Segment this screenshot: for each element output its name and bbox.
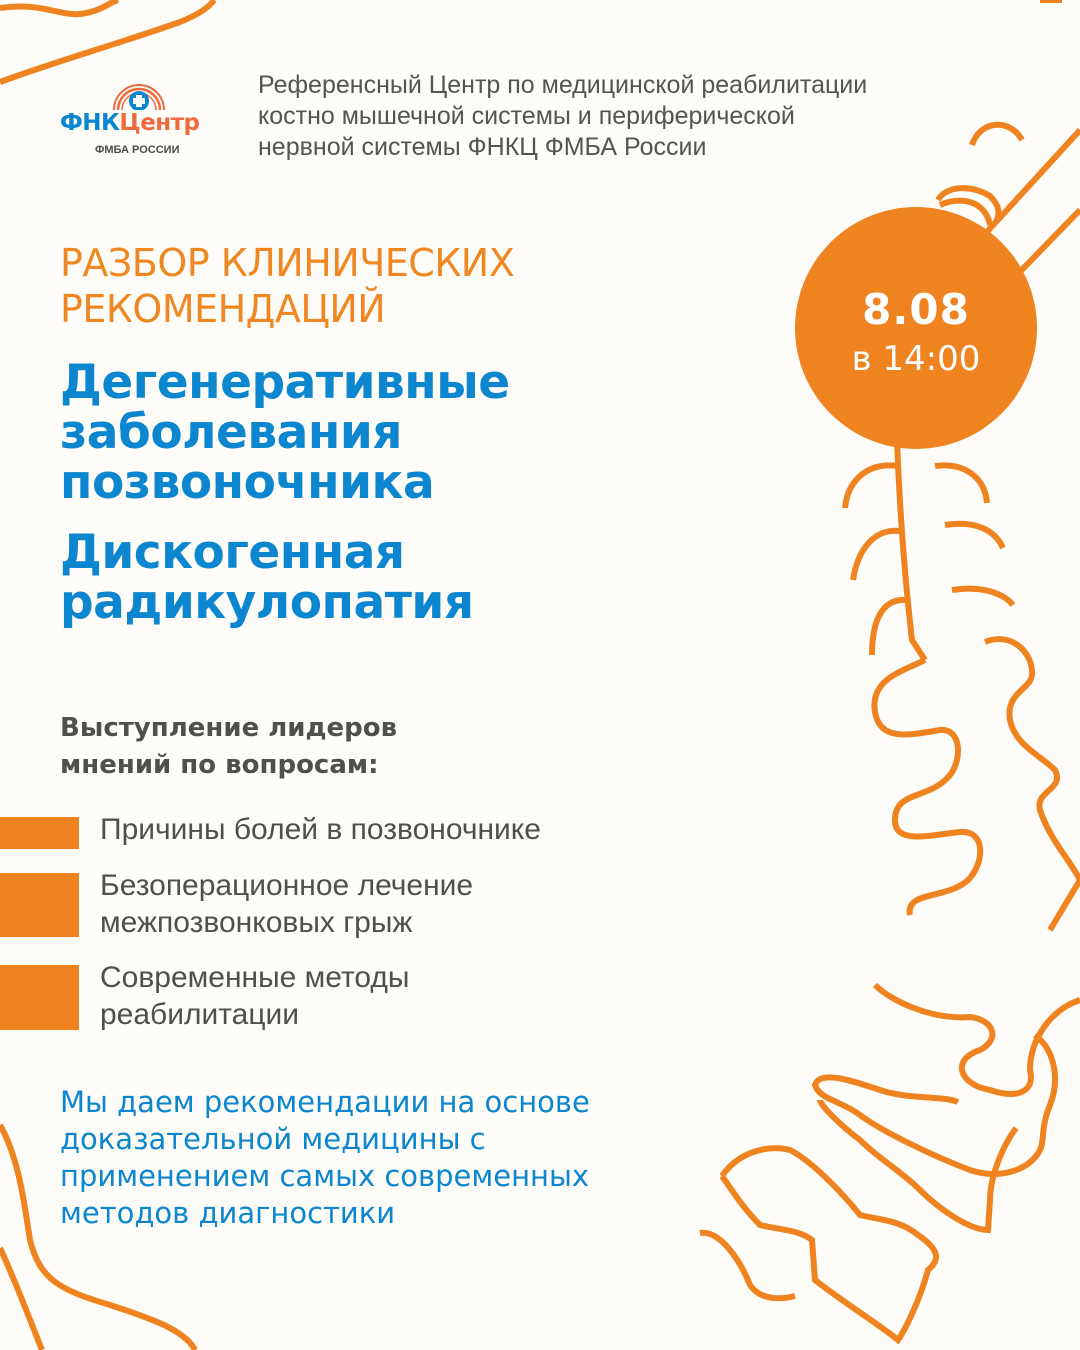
title-line: позвоночника [60,455,435,510]
org-line: нервной системы ФНКЦ ФМБА России [258,133,707,161]
topic-line: межпозвонковых грыж [100,906,413,939]
event-title-secondary [60,525,760,630]
logo-name-part1: ФНК [60,110,120,136]
title-line: заболевания [60,405,402,460]
fnkc-logo [58,68,223,163]
event-time: в 14:00 [851,339,981,379]
orange-bullet-bar [0,873,79,937]
logo-wordmark [60,110,199,136]
date-badge [795,207,1037,449]
org-line: костно мышечной системы и периферической [258,102,795,130]
topic-text [100,959,740,1033]
speakers-heading-line: мнений по вопросам: [60,750,379,780]
logo-name-part2: Центр [119,110,200,136]
topic-line: реабилитации [100,998,300,1031]
orange-bullet-bar [0,965,79,1030]
event-kicker [60,240,740,332]
footer-line: доказательной медицины с [60,1122,486,1156]
org-line: Референсный Центр по медицинской реабилитации [258,71,868,99]
footer-statement [60,1084,740,1232]
title-line: радикулопатия [60,575,474,630]
organization-name [258,70,1058,163]
logo-subtitle: ФМБА РОССИИ [95,144,180,156]
footer-line: Мы даем рекомендации на основе [60,1085,590,1119]
event-date: 8.08 [862,285,970,334]
footer-line: применением самых современных [60,1159,590,1193]
title-line: Дегенеративные [60,355,510,410]
speakers-heading-line: Выступление лидеров [60,713,398,743]
kicker-line: РЕКОМЕНДАЦИЙ [60,287,386,331]
topic-line: Современные методы [100,961,410,994]
kicker-line: РАЗБОР КЛИНИЧЕСКИХ [60,241,515,285]
topic-line: Безоперационное лечение [100,869,474,902]
event-title-primary [60,355,760,510]
topic-line: Причины болей в позвоночнике [100,813,541,846]
speakers-heading [60,710,660,784]
orange-bullet-bar [0,817,79,849]
footer-line: методов диагностики [60,1196,396,1230]
medical-cross-arcs-icon [108,68,170,110]
topic-text [100,867,740,941]
title-line: Дискогенная [60,525,405,580]
topic-text [100,811,740,848]
